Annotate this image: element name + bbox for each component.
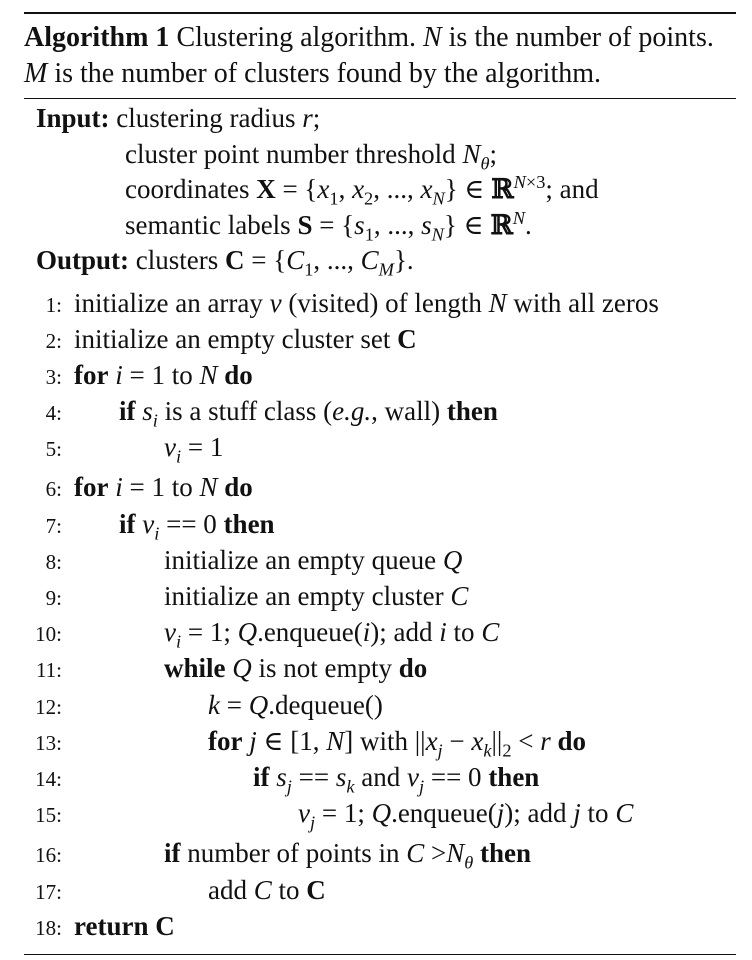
input-line-1: Input: clustering radius r; (36, 103, 321, 133)
algo-line-3: 3: for i = 1 to N do (24, 357, 736, 393)
algo-line-2: 2: initialize an empty cluster set C (24, 321, 736, 357)
line-number: 17: (35, 879, 62, 904)
algo-line-18: 18: return C (24, 908, 736, 944)
input-line-4: semantic labels $S = \{s_1$, ..., $s_N$} ∈ ℝ$^N$. (125, 207, 532, 244)
line-number: 16: (35, 843, 62, 868)
input-line-3: coordinates $X = \{x_1$, $x_2$, ..., $x_N$} ∈ ℝ$^{N\times 3}$; and (125, 172, 599, 209)
line-number: 3: (45, 364, 62, 389)
algo-line-6: 6: for i = 1 to N do (24, 469, 736, 505)
line-number: 6: (45, 477, 62, 502)
caption-n-var: N (422, 22, 442, 53)
algo-line-14: 14: if $s_j == s_k$ and $v_j == 0$ then (24, 759, 736, 795)
caption-text-a: Clustering algorithm. (169, 22, 423, 53)
line-number: 12: (35, 694, 62, 719)
algo-line-13: 13: for j ∈ [1, N] with $||x_j - x_k||_2 < r$ do (24, 723, 736, 759)
line-number: 18: (35, 915, 62, 940)
line-number: 11: (35, 658, 62, 683)
algo-line-12: 12: k = Q.dequeue() (24, 687, 736, 723)
algorithm-label: Algorithm 1 (24, 22, 170, 53)
algo-line-9: 9: initialize an empty cluster C (24, 578, 736, 614)
line-number: 14: (35, 766, 62, 791)
line-number: 9: (45, 586, 62, 610)
line-number: 4: (45, 401, 62, 426)
algorithm-lines (24, 285, 736, 944)
line-number: 2: (45, 328, 62, 353)
caption-text-b: is the number of points. (441, 22, 714, 53)
output-label: Output: (36, 245, 130, 275)
io-section (24, 99, 736, 279)
algo-line-17: 17: add C to C (24, 872, 736, 908)
algo-line-15: 15: $v_j = 1$; Q.enqueue(j); add j to C (24, 795, 736, 831)
line-number: 1: (45, 292, 62, 317)
algo-line-1: 1: initialize an array v (visited) of length N with all zeros (24, 285, 736, 321)
algo-line-16: 16: if number of points in $C >N_\theta$ then (24, 835, 736, 871)
line-number: 15: (35, 803, 62, 828)
line-number: 10: (35, 622, 62, 647)
caption-text-c: is the number of clusters found by the algorithm. (47, 58, 601, 89)
output-line: Output: clusters $C = \{C_1$, ..., $C_M$}. (36, 245, 414, 280)
line-number: 8: (45, 549, 62, 574)
algorithm-block (24, 12, 736, 955)
algo-line-7: 7: if $v_i == 0$ then (24, 506, 736, 542)
algo-line-11: 11: while Q is not empty do (24, 650, 736, 686)
input-label: Input: (36, 103, 110, 133)
algo-line-10: 10: $v_i = 1$; Q.enqueue(i); add i to C (24, 614, 736, 650)
bottom-rule (24, 954, 736, 955)
algo-line-8: 8: initialize an empty queue Q (24, 542, 736, 578)
algo-line-5: 5: $v_i = 1$ (24, 429, 736, 465)
algorithm-caption (24, 14, 736, 94)
caption-m-var: M (24, 58, 48, 89)
algo-line-4: 4: if $s_i$ is a stuff class (e.g., wall) then (24, 393, 736, 429)
line-number: 13: (35, 730, 62, 755)
line-number: 5: (45, 437, 62, 462)
line-number: 7: (45, 513, 62, 538)
input-line-2: cluster point number threshold $N_\theta$; (125, 138, 497, 173)
